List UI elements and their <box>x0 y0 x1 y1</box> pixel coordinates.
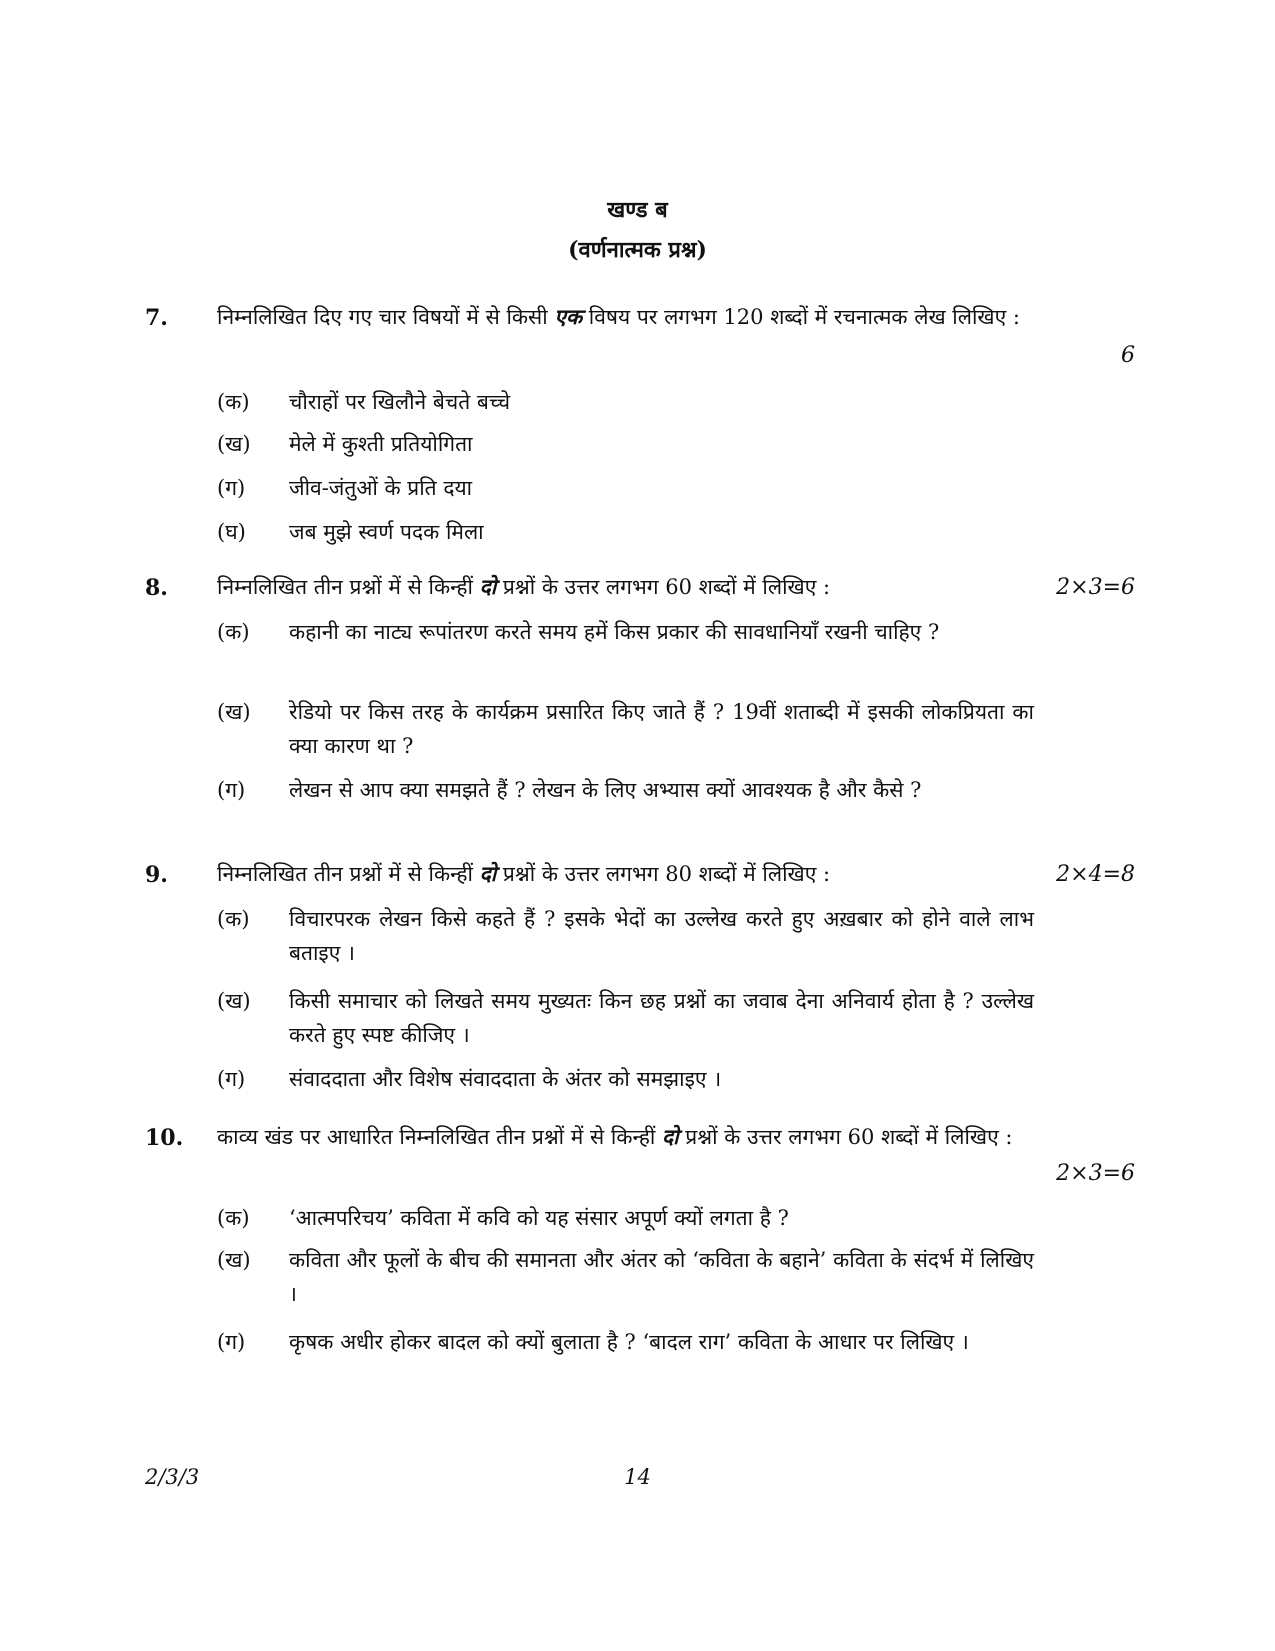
option-label: (घ) <box>217 520 246 544</box>
question-text-before: निम्नलिखित तीन प्रश्नों में से किन्हीं <box>217 575 473 599</box>
question-number: 8. <box>145 575 168 601</box>
question-text-before: काव्य खंड पर आधारित निम्नलिखित तीन प्रश्नों में से किन्हीं <box>217 1125 656 1149</box>
option-text: ‘आत्मपरिचय’ कविता में कवि को यह संसार अपूर्ण क्यों लगता है ? <box>289 1206 789 1230</box>
option-label: (क) <box>217 907 250 931</box>
question-text <box>217 299 1052 335</box>
question-marks: 2×4=8 <box>1056 862 1135 887</box>
option-label: (ख) <box>217 1248 251 1272</box>
option-text: मेले में कुश्ती प्रतियोगिता <box>289 432 473 456</box>
question-marks: 6 <box>1121 343 1135 368</box>
question-number: 7. <box>145 305 168 331</box>
question-text <box>217 1119 1052 1155</box>
option-label: (ग) <box>217 1067 246 1091</box>
option-label: (ग) <box>217 1330 246 1354</box>
question-text <box>217 856 1052 892</box>
section-title: खण्ड ब <box>607 197 668 223</box>
question-emphasis: एक <box>554 304 583 329</box>
option-label: (क) <box>217 1206 250 1230</box>
question-number: 9. <box>145 862 168 888</box>
option-label: (ख) <box>217 432 251 456</box>
question-text <box>217 569 1052 605</box>
option-label: (ग) <box>217 476 246 500</box>
page-number: 14 <box>624 1465 651 1489</box>
option-label: (ख) <box>217 989 251 1013</box>
option-text: लेखन से आप क्या समझते हैं ? लेखन के लिए अभ्यास क्यों आवश्यक है और कैसे ? <box>289 778 922 802</box>
option-text: चौराहों पर खिलौने बेचते बच्चे <box>289 390 511 414</box>
question-text-after: प्रश्नों के उत्तर लगभग 60 शब्दों में लिखिए : <box>496 575 831 599</box>
option-text: रेडियो पर किस तरह के कार्यक्रम प्रसारित किए जाते हैं ? 19वीं शताब्दी में इसकी लोकप्रियता का क्या कारण था ? <box>289 700 1034 758</box>
question-text-before: निम्नलिखित तीन प्रश्नों में से किन्हीं <box>217 862 473 886</box>
option-text: विचारपरक लेखन किसे कहते हैं ? इसके भेदों का उल्लेख करते हुए अख़बार को होने वाले लाभ बताइए । <box>289 907 1034 965</box>
paper-code: 2/3/3 <box>145 1465 200 1489</box>
option-text: संवाददाता और विशेष संवाददाता के अंतर को समझाइए । <box>289 1067 722 1091</box>
option-text: किसी समाचार को लिखते समय मुख्यतः किन छह प्रश्नों का जवाब देना अनिवार्य होता है ? उल्लेख करते हुए स्पष्ट कीजिए । <box>289 989 1034 1047</box>
option-label: (क) <box>217 390 250 414</box>
question-number: 10. <box>145 1125 184 1151</box>
question-emphasis: दो <box>479 574 497 599</box>
question-emphasis: दो <box>662 1124 679 1149</box>
question-marks: 2×3=6 <box>1056 1161 1135 1186</box>
option-label: (क) <box>217 620 250 644</box>
option-text: कविता और फूलों के बीच की समानता और अंतर को ‘कविता के बहाने’ कविता के संदर्भ में लिखिए । <box>289 1248 1034 1306</box>
option-label: (ख) <box>217 700 251 724</box>
question-text-after: प्रश्नों के उत्तर लगभग 80 शब्दों में लिखिए : <box>496 862 831 886</box>
question-text-after: प्रश्नों के उत्तर लगभग 60 शब्दों में लिखिए : <box>678 1125 1013 1149</box>
question-text-after: विषय पर लगभग 120 शब्दों में रचनात्मक लेख लिखिए : <box>582 305 1020 329</box>
question-emphasis: दो <box>479 861 497 886</box>
option-text: कहानी का नाट्य रूपांतरण करते समय हमें किस प्रकार की सावधानियाँ रखनी चाहिए ? <box>289 620 940 644</box>
question-marks: 2×3=6 <box>1056 575 1135 600</box>
option-text: जीव-जंतुओं के प्रति दया <box>289 476 473 500</box>
section-subtitle: (वर्णनात्मक प्रश्न) <box>568 237 707 263</box>
question-text-before: निम्नलिखित दिए गए चार विषयों में से किसी <box>217 305 548 329</box>
option-label: (ग) <box>217 778 246 802</box>
option-text: जब मुझे स्वर्ण पदक मिला <box>289 520 484 544</box>
option-text: कृषक अधीर होकर बादल को क्यों बुलाता है ? ‘बादल राग’ कविता के आधार पर लिखिए । <box>289 1330 969 1354</box>
